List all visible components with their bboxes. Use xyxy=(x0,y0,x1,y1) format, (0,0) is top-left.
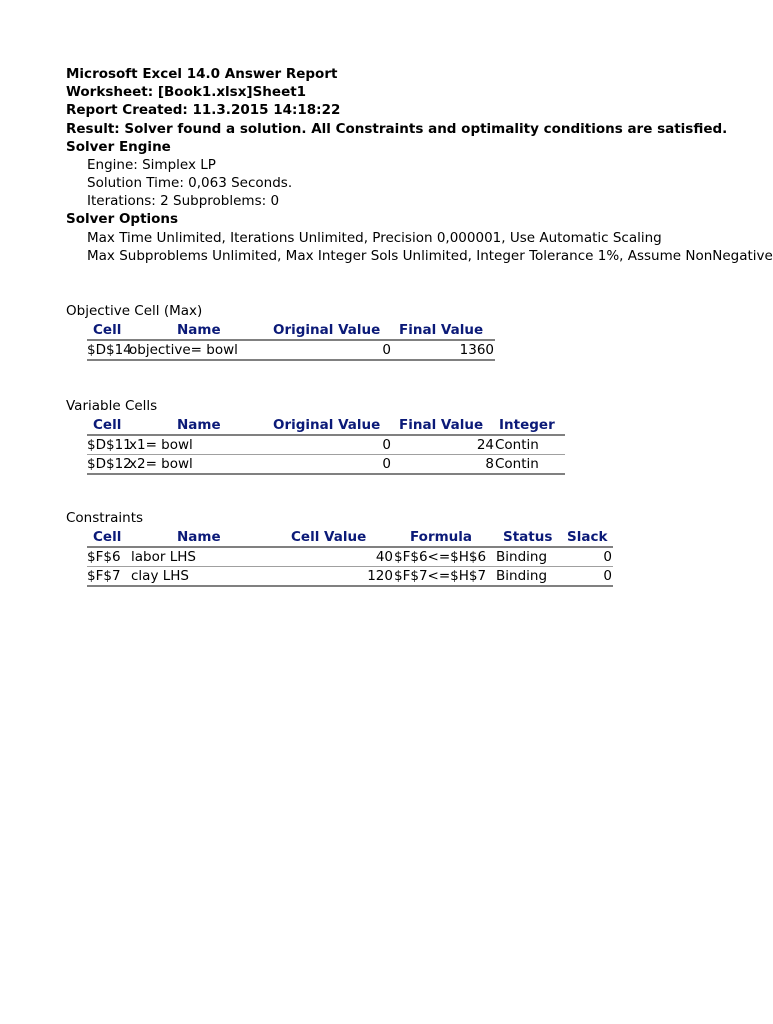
table-row xyxy=(87,548,613,567)
header-cell-value: Cell Value xyxy=(291,529,367,545)
objective-table xyxy=(87,321,495,361)
header-name: Name xyxy=(177,417,221,433)
slack-value: 0 xyxy=(603,568,612,584)
header-final-value: Final Value xyxy=(399,322,484,338)
report-created-line: Report Created: 11.3.2015 14:18:22 xyxy=(66,102,341,118)
cell-name: x2= bowl xyxy=(129,456,193,472)
cell-value: 40 xyxy=(375,549,393,565)
variables-table xyxy=(87,416,565,475)
header-cell: Cell xyxy=(93,322,122,338)
status-value: Binding xyxy=(496,549,548,565)
header-name: Name xyxy=(177,322,221,338)
status-value: Binding xyxy=(496,568,548,584)
slack-value: 0 xyxy=(603,549,612,565)
final-value: 1360 xyxy=(459,342,494,358)
variables-header-row xyxy=(87,416,565,436)
cell-name: labor LHS xyxy=(131,549,196,565)
constraints-header-row xyxy=(87,528,613,548)
header-cell: Cell xyxy=(93,529,122,545)
formula-value: $F$7<=$H$7 xyxy=(394,568,487,584)
table-row xyxy=(87,436,565,455)
solver-options-title: Solver Options xyxy=(66,211,179,227)
header-status: Status xyxy=(503,529,553,545)
cell-name: clay LHS xyxy=(131,568,189,584)
original-value: 0 xyxy=(382,437,391,453)
integer-value: Contin xyxy=(495,456,539,472)
cell-address: $F$6 xyxy=(87,549,121,565)
cell-name: objective= bowl xyxy=(129,342,238,358)
table-row xyxy=(87,455,565,475)
original-value: 0 xyxy=(382,342,391,358)
header-name: Name xyxy=(177,529,221,545)
report-title: Microsoft Excel 14.0 Answer Report xyxy=(66,66,338,82)
header-original-value: Original Value xyxy=(273,417,381,433)
result-line: Result: Solver found a solution. All Constraints and optimality conditions are satisfied. xyxy=(66,121,728,137)
cell-name: x1= bowl xyxy=(129,437,193,453)
table-row xyxy=(87,567,613,587)
solution-time-line: Solution Time: 0,063 Seconds. xyxy=(87,175,293,191)
cell-address: $D$11 xyxy=(87,437,132,453)
constraints-table xyxy=(87,528,613,587)
header-final-value: Final Value xyxy=(399,417,484,433)
final-value: 8 xyxy=(485,456,494,472)
objective-header-row xyxy=(87,321,495,341)
final-value: 24 xyxy=(476,437,494,453)
header-integer: Integer xyxy=(499,417,555,433)
constraints-section-title: Constraints xyxy=(66,510,144,526)
original-value: 0 xyxy=(382,456,391,472)
cell-value: 120 xyxy=(367,568,393,584)
engine-line: Engine: Simplex LP xyxy=(87,157,216,173)
iterations-line: Iterations: 2 Subproblems: 0 xyxy=(87,193,280,209)
header-slack: Slack xyxy=(567,529,608,545)
cell-address: $D$12 xyxy=(87,456,132,472)
cell-address: $F$7 xyxy=(87,568,121,584)
header-cell: Cell xyxy=(93,417,122,433)
header-original-value: Original Value xyxy=(273,322,381,338)
options-line-1: Max Time Unlimited, Iterations Unlimited, Precision 0,000001, Use Automatic Scaling xyxy=(87,230,662,246)
integer-value: Contin xyxy=(495,437,539,453)
solver-engine-title: Solver Engine xyxy=(66,139,171,155)
objective-section-title: Objective Cell (Max) xyxy=(66,303,203,319)
cell-address: $D$14 xyxy=(87,342,132,358)
variables-section-title: Variable Cells xyxy=(66,398,158,414)
formula-value: $F$6<=$H$6 xyxy=(394,549,487,565)
header-formula: Formula xyxy=(410,529,473,545)
table-row xyxy=(87,341,495,361)
worksheet-line: Worksheet: [Book1.xlsx]Sheet1 xyxy=(66,84,307,100)
options-line-2: Max Subproblems Unlimited, Max Integer Sols Unlimited, Integer Tolerance 1%, Assume NonNegative xyxy=(87,248,773,264)
